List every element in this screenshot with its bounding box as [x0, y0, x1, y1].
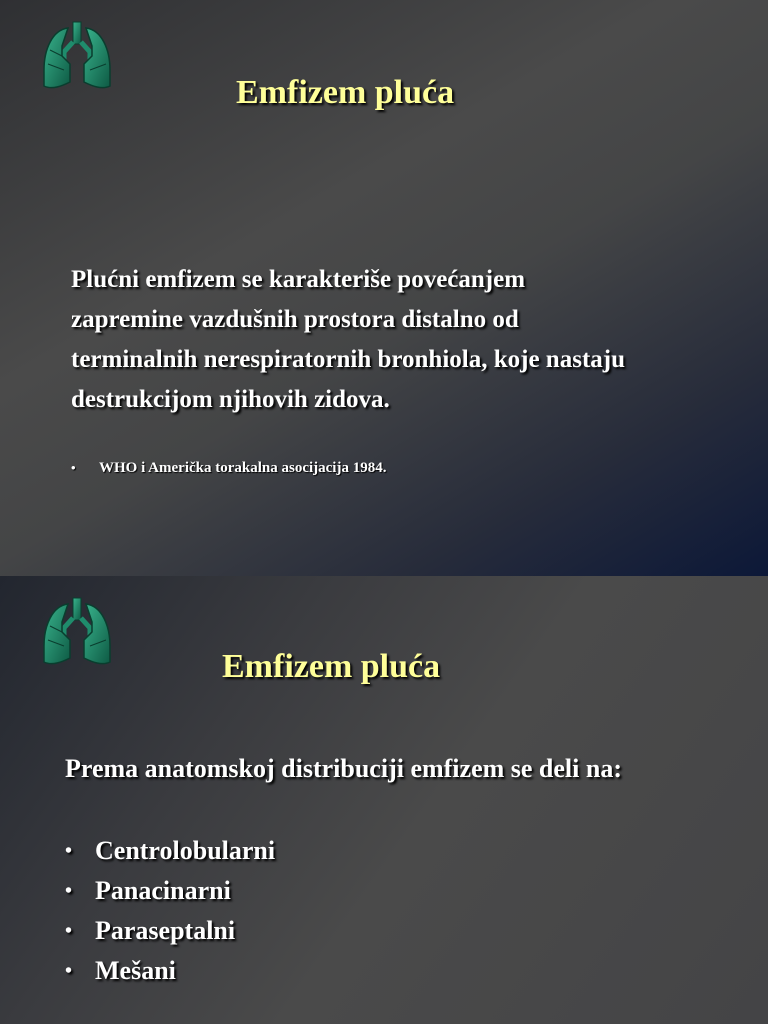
- paragraph-line: zapremine vazdušnih prostora distalno od: [71, 306, 519, 333]
- source-bullet: [71, 460, 386, 477]
- list-item-label: Panacinarni: [95, 876, 231, 905]
- list-item: [65, 911, 275, 951]
- list-item-label: Mešani: [95, 956, 176, 985]
- list-item: [65, 951, 275, 991]
- list-item-label: Centrolobularni: [95, 836, 276, 865]
- source-text: WHO i Američka torakalna asocijacija 1984.: [99, 460, 387, 476]
- lead-text: Prema anatomskoj distribuciji emfizem se deli na:: [65, 754, 622, 783]
- list-item: [65, 831, 275, 871]
- bullet-glyph: •: [71, 460, 76, 475]
- slide-2: [0, 576, 768, 1024]
- bullet-glyph: •: [65, 880, 73, 902]
- lungs-icon: [40, 596, 114, 668]
- definition-paragraph: [71, 260, 625, 420]
- paragraph-line: terminalnih nerespiratornih bronhiola, koje nastaju: [71, 346, 625, 373]
- slide-title: Emfizem pluća: [222, 648, 441, 685]
- list-item: [65, 871, 275, 911]
- emphysema-types-list: [65, 831, 275, 991]
- bullet-glyph: •: [65, 840, 73, 862]
- bullet-glyph: •: [65, 920, 73, 942]
- paragraph-line: Plućni emfizem se karakteriše povećanjem: [71, 266, 526, 293]
- bullet-glyph: •: [65, 960, 73, 982]
- paragraph-line: destrukcijom njihovih zidova.: [71, 386, 390, 413]
- list-item-label: Paraseptalni: [95, 916, 236, 945]
- lungs-icon: [40, 20, 114, 92]
- slide-title: Emfizem pluća: [236, 74, 455, 111]
